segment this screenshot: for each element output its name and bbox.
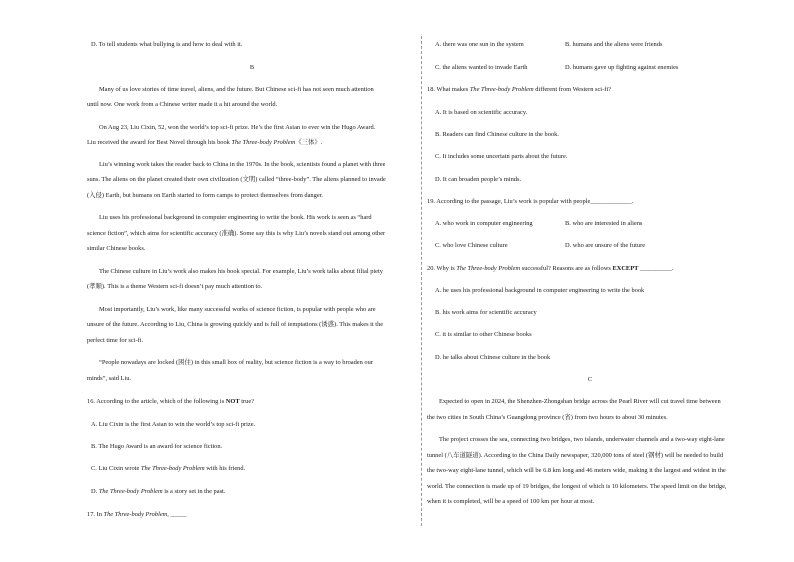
column-divider <box>421 36 422 526</box>
passage-b-p3-line1: Liu’s winning work takes the reader back to China in the 1970s. In the book, scientists found a planet with three <box>99 161 386 168</box>
q15-option-d: D. To tell students what bullying is and how to deal with it. <box>91 41 243 48</box>
passage-b-p4-line3: similar Chinese books. <box>87 245 146 252</box>
passage-c-p2-line5: when it is completed, will be a speed of 100 km per hour at most. <box>427 498 595 505</box>
q20-option-b: B. his work aims for scientific accuracy <box>435 309 537 316</box>
passage-c-p2-line1: The project crosses the sea, connecting two bridges, two islands, underwater channels and a two-way eight-lane <box>439 436 725 443</box>
passage-b-p3-line3: (入侵) Earth, but humans on Earth started to form camps to protect themselves from danger. <box>87 192 324 199</box>
q17-option-c: C. the aliens wanted to invade Earth <box>435 64 528 71</box>
passage-b-p7-line2: minds”, said Liu. <box>87 375 132 382</box>
q19-option-c: C. who love Chinese culture <box>435 242 508 249</box>
q16-option-d: D. The Three-body Problem is a story set in the past. <box>91 488 226 495</box>
q18-option-c: C. It includes some uncertain parts about the future. <box>435 153 568 160</box>
q19-option-b: B. who are interested in aliens <box>565 220 643 227</box>
q18-stem: 18. What makes The Three-body Problem different from Western sci-fi? <box>427 86 611 93</box>
passage-b-p5-line1: The Chinese culture in Liu’s work also makes his book special. For example, Liu’s work talks about filial piety <box>99 268 383 275</box>
section-heading-b: B <box>249 64 255 71</box>
q16-option-b: B. The Hugo Award is an award for science fiction. <box>91 443 223 450</box>
q19-stem: 19. According to the passage, Liu’s work is popular with people_____________. <box>427 198 634 205</box>
passage-b-p6-line1: Most importantly, Liu’s work, like many successful works of science fiction, is popular with people who are <box>99 306 376 313</box>
passage-b-p4-line1: Liu uses his professional background in computer engineering to write the book. His work is seen as “hard <box>99 214 372 221</box>
q20-stem: 20. Why is The Three-body Problem successful? Reasons are as follows EXCEPT __________. <box>427 265 674 272</box>
passage-b-p1-line1: Many of us love stories of time travel, aliens, and the future. But Chinese sci-fi has not seen much attention <box>99 86 374 93</box>
passage-c-p1-line2: the two cities in South China’s Guangdong province (省) from two hours to about 30 minutes. <box>427 414 668 421</box>
q17-option-b: B. humans and the aliens were friends <box>565 41 663 48</box>
passage-b-p3-line2: suns. The aliens on the planet created their own civilization (文明) called “three-body”. The aliens planned to invade <box>87 176 386 183</box>
q18-option-d: D. It can broaden people’s minds. <box>435 176 522 183</box>
passage-b-p1-line2: until now. One work from a Chinese writer made it a hit around the world. <box>87 101 278 108</box>
passage-b-p7-line1: “People nowadays are locked (困住) in this small box of reality, but science fiction is a way to broaden our <box>99 359 373 366</box>
q16-option-c: C. Liu Cixin wrote The Three-body Problem with his friend. <box>91 465 246 472</box>
passage-b-p6-line3: perfect time for sci-fi. <box>87 337 144 344</box>
q17-option-d: D. humans gave up fighting against enemies <box>565 64 679 71</box>
q17-stem: 17. In The Three-body Problem, _____ <box>87 511 187 518</box>
passage-c-p1-line1: Expected to open in 2024, the Shenzhen-Zhongshan bridge across the Pearl River will cut travel time between <box>439 398 721 405</box>
passage-b-p5-line2: (孝顺). This is a theme Western sci-fi doesn’t pay much attention to. <box>87 283 263 290</box>
passage-c-p2-line3: the two-way eight-lane tunnel, which will be 6.8 km long and 46 meters wide, making it the largest and widest in the <box>427 467 726 474</box>
q19-option-a: A. who work in computer engineering <box>435 220 533 227</box>
q20-option-c: C. it is similar to other Chinese books <box>435 331 532 338</box>
passage-b-p2-line2: Liu received the award for Best Novel through his book The Three-body Problem《三体》. <box>87 139 323 146</box>
q18-option-b: B. Readers can find Chinese culture in the book. <box>435 131 559 138</box>
passage-b-p2-line1: On Aug 23, Liu Cixin, 52, won the world’s top sci-fi prize. He’s the first Asian to ever win the Hugo Award. <box>99 124 376 131</box>
q20-option-a: A. he uses his professional background in computer engineering to write the book <box>435 287 645 294</box>
q17-option-a: A. there was one sun in the system <box>435 41 524 48</box>
passage-c-p2-line2: tunnel (八车道隧道). According to the China Daily newspaper, 320,000 tons of steel (钢材) will be needed to build <box>427 452 724 459</box>
q18-option-a: A. It is based on scientific accuracy. <box>435 109 528 116</box>
passage-c-p2-line4: world. The connection is made up of 19 bridges, the longest of which is 10 kilometers. The speed limit on the bridge, <box>427 483 727 490</box>
section-heading-c: C <box>587 376 593 383</box>
book-title: The Three-body Problem <box>231 139 296 146</box>
passage-b-p4-line2: science fiction”, which aims for scientific accuracy (准确). Some say this is why Liu’s novels stand out among other <box>87 230 386 237</box>
q19-option-d: D. who are unsure of the future <box>565 242 646 249</box>
q16-stem: 16. According to the article, which of the following is NOT true? <box>87 398 255 405</box>
q20-option-d: D. he talks about Chinese culture in the book <box>435 354 551 361</box>
passage-b-p6-line2: unsure of the future. According to Liu, China is growing quickly and is full of temptations (诱惑). This makes it the <box>87 321 384 328</box>
q16-option-a: A. Liu Cixin is the first Asian to win the world’s top sci-fi prize. <box>91 421 256 428</box>
